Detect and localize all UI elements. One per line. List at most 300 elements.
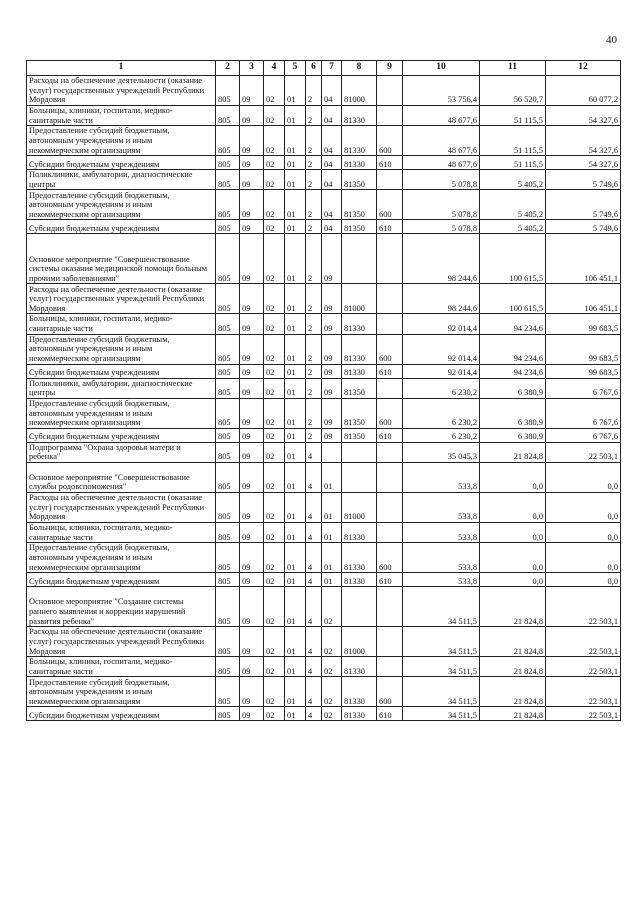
cell-col-6: 4	[306, 522, 322, 542]
cell-col-9	[377, 170, 403, 190]
row-name-cell: Больницы, клиники, госпитали, медико-санитарные части	[27, 314, 216, 334]
cell-col-6: 4	[306, 492, 322, 522]
cell-col-7: 02	[322, 587, 342, 627]
row-name-cell: Расходы на обеспечение деятельности (оказание услуг) государственных учреждений Республики Мордовия	[27, 284, 216, 314]
cell-col-10: 5 078,8	[403, 190, 480, 220]
cell-col-10: 533,8	[403, 462, 480, 492]
cell-col-8: 81350	[342, 220, 377, 234]
cell-col-6: 2	[306, 314, 322, 334]
cell-col-4: 02	[264, 170, 285, 190]
cell-col-8: 81350	[342, 398, 377, 428]
cell-col-10: 34 511,5	[403, 627, 480, 657]
cell-col-11: 0,0	[480, 522, 546, 542]
cell-col-8: 81330	[342, 707, 377, 721]
table-row	[27, 442, 621, 462]
cell-col-9	[377, 492, 403, 522]
cell-col-9	[377, 314, 403, 334]
cell-col-5: 01	[285, 657, 306, 677]
cell-col-12: 5 749,6	[546, 220, 621, 234]
cell-col-5: 01	[285, 462, 306, 492]
cell-col-7: 01	[322, 543, 342, 573]
cell-col-11: 51 115,5	[480, 126, 546, 156]
cell-col-9: 610	[377, 364, 403, 378]
cell-col-11: 21 824,8	[480, 627, 546, 657]
cell-col-10: 6 230,2	[403, 428, 480, 442]
table-row	[27, 364, 621, 378]
cell-col-2: 805	[216, 657, 240, 677]
cell-col-12: 54 327,6	[546, 126, 621, 156]
cell-col-9	[377, 462, 403, 492]
cell-col-9	[377, 106, 403, 126]
cell-col-12: 54 327,6	[546, 106, 621, 126]
table-row	[27, 170, 621, 190]
cell-col-10: 34 511,5	[403, 657, 480, 677]
cell-col-5: 01	[285, 627, 306, 657]
cell-col-8: 81330	[342, 543, 377, 573]
row-name-cell: Расходы на обеспечение деятельности (оказание услуг) государственных учреждений Республики Мордовия	[27, 492, 216, 522]
cell-col-3: 09	[240, 190, 264, 220]
cell-col-7: 01	[322, 522, 342, 542]
cell-col-10: 35 045,3	[403, 442, 480, 462]
cell-col-6: 2	[306, 126, 322, 156]
cell-col-2: 805	[216, 126, 240, 156]
cell-col-11: 94 234,6	[480, 334, 546, 364]
cell-col-6: 2	[306, 76, 322, 106]
cell-col-12: 22 503,1	[546, 587, 621, 627]
cell-col-8: 81330	[342, 126, 377, 156]
row-name-cell: Предоставление субсидий бюджетным, автономным учреждениям и иным некоммерческим организациям	[27, 126, 216, 156]
cell-col-4: 02	[264, 334, 285, 364]
cell-col-3: 09	[240, 156, 264, 170]
cell-col-6: 2	[306, 220, 322, 234]
cell-col-9: 600	[377, 126, 403, 156]
row-name-cell: Больницы, клиники, госпитали, медико-санитарные части	[27, 106, 216, 126]
row-name-cell: Субсидии бюджетным учреждениям	[27, 428, 216, 442]
cell-col-11: 5 405,2	[480, 190, 546, 220]
cell-col-10: 5 078,8	[403, 220, 480, 234]
cell-col-10: 98 244,6	[403, 284, 480, 314]
cell-col-5: 01	[285, 442, 306, 462]
cell-col-9	[377, 284, 403, 314]
cell-col-8: 81350	[342, 170, 377, 190]
cell-col-8: 81000	[342, 284, 377, 314]
cell-col-3: 09	[240, 677, 264, 707]
cell-col-3: 09	[240, 573, 264, 587]
table-row	[27, 234, 621, 284]
table-row	[27, 76, 621, 106]
cell-col-6: 2	[306, 398, 322, 428]
row-name-cell: Предоставление субсидий бюджетным, автономным учреждениям и иным некоммерческим организациям	[27, 677, 216, 707]
cell-col-8	[342, 587, 377, 627]
cell-col-10: 5 078,8	[403, 170, 480, 190]
cell-col-5: 01	[285, 573, 306, 587]
cell-col-9: 600	[377, 677, 403, 707]
cell-col-4: 02	[264, 587, 285, 627]
cell-col-11: 21 824,8	[480, 677, 546, 707]
cell-col-4: 02	[264, 190, 285, 220]
cell-col-8: 81330	[342, 334, 377, 364]
cell-col-10: 533,8	[403, 573, 480, 587]
cell-col-4: 02	[264, 428, 285, 442]
cell-col-9	[377, 76, 403, 106]
cell-col-6: 4	[306, 573, 322, 587]
cell-col-10: 92 014,4	[403, 334, 480, 364]
cell-col-7: 01	[322, 462, 342, 492]
cell-col-4: 02	[264, 627, 285, 657]
cell-col-11: 21 824,8	[480, 442, 546, 462]
cell-col-12: 0,0	[546, 462, 621, 492]
cell-col-7: 02	[322, 677, 342, 707]
cell-col-8	[342, 234, 377, 284]
table-row	[27, 126, 621, 156]
cell-col-7: 09	[322, 398, 342, 428]
cell-col-7: 09	[322, 334, 342, 364]
table-row	[27, 314, 621, 334]
cell-col-10: 533,8	[403, 522, 480, 542]
cell-col-4: 02	[264, 314, 285, 334]
cell-col-12: 99 683,5	[546, 334, 621, 364]
row-name-cell: Предоставление субсидий бюджетным, автономным учреждениям и иным некоммерческим организациям	[27, 543, 216, 573]
cell-col-6: 4	[306, 657, 322, 677]
cell-col-11: 56 520,7	[480, 76, 546, 106]
cell-col-8: 81330	[342, 314, 377, 334]
table-row	[27, 657, 621, 677]
cell-col-7: 04	[322, 220, 342, 234]
cell-col-5: 01	[285, 378, 306, 398]
cell-col-11: 0,0	[480, 573, 546, 587]
cell-col-7: 01	[322, 573, 342, 587]
cell-col-2: 805	[216, 707, 240, 721]
cell-col-12: 22 503,1	[546, 442, 621, 462]
cell-col-5: 01	[285, 707, 306, 721]
cell-col-5: 01	[285, 522, 306, 542]
row-name-cell: Предоставление субсидий бюджетным, автономным учреждениям и иным некоммерческим организациям	[27, 334, 216, 364]
cell-col-7: 02	[322, 707, 342, 721]
cell-col-11: 94 234,6	[480, 364, 546, 378]
cell-col-8: 81330	[342, 522, 377, 542]
cell-col-8: 81330	[342, 156, 377, 170]
cell-col-10: 92 014,4	[403, 364, 480, 378]
cell-col-10: 533,8	[403, 543, 480, 573]
cell-col-5: 01	[285, 492, 306, 522]
cell-col-8: 81330	[342, 573, 377, 587]
cell-col-12: 22 503,1	[546, 677, 621, 707]
cell-col-6: 4	[306, 627, 322, 657]
cell-col-7: 04	[322, 76, 342, 106]
cell-col-4: 02	[264, 442, 285, 462]
cell-col-7: 09	[322, 428, 342, 442]
cell-col-11: 100 615,5	[480, 284, 546, 314]
cell-col-5: 01	[285, 234, 306, 284]
row-name-cell: Поликлиники, амбулатории, диагностические центры	[27, 378, 216, 398]
cell-col-4: 02	[264, 220, 285, 234]
cell-col-3: 09	[240, 398, 264, 428]
cell-col-3: 09	[240, 334, 264, 364]
cell-col-10: 98 244,6	[403, 234, 480, 284]
cell-col-11: 51 115,5	[480, 156, 546, 170]
cell-col-7: 02	[322, 657, 342, 677]
cell-col-8: 81350	[342, 378, 377, 398]
cell-col-5: 01	[285, 543, 306, 573]
table-row	[27, 190, 621, 220]
cell-col-11: 5 405,2	[480, 170, 546, 190]
cell-col-12: 0,0	[546, 522, 621, 542]
cell-col-5: 01	[285, 126, 306, 156]
cell-col-3: 09	[240, 627, 264, 657]
cell-col-4: 02	[264, 492, 285, 522]
table-row	[27, 573, 621, 587]
cell-col-3: 09	[240, 170, 264, 190]
row-name-cell: Субсидии бюджетным учреждениям	[27, 364, 216, 378]
cell-col-11: 21 824,8	[480, 657, 546, 677]
cell-col-2: 805	[216, 398, 240, 428]
cell-col-6: 4	[306, 587, 322, 627]
cell-col-2: 805	[216, 378, 240, 398]
cell-col-2: 805	[216, 170, 240, 190]
cell-col-12: 54 327,6	[546, 156, 621, 170]
cell-col-4: 02	[264, 284, 285, 314]
table-row	[27, 334, 621, 364]
cell-col-11: 6 380,9	[480, 428, 546, 442]
cell-col-3: 09	[240, 126, 264, 156]
cell-col-5: 01	[285, 398, 306, 428]
cell-col-9: 600	[377, 190, 403, 220]
table-row	[27, 587, 621, 627]
cell-col-12: 5 749,6	[546, 170, 621, 190]
cell-col-2: 805	[216, 573, 240, 587]
cell-col-6: 4	[306, 677, 322, 707]
cell-col-3: 09	[240, 442, 264, 462]
cell-col-12: 106 451,1	[546, 234, 621, 284]
cell-col-7: 01	[322, 492, 342, 522]
cell-col-7: 09	[322, 314, 342, 334]
cell-col-9	[377, 657, 403, 677]
table-row	[27, 627, 621, 657]
table-row	[27, 156, 621, 170]
table-body	[27, 76, 621, 721]
cell-col-4: 02	[264, 398, 285, 428]
cell-col-10: 6 230,2	[403, 378, 480, 398]
cell-col-10: 533,8	[403, 492, 480, 522]
cell-col-3: 09	[240, 522, 264, 542]
cell-col-12: 22 503,1	[546, 707, 621, 721]
cell-col-9: 600	[377, 398, 403, 428]
cell-col-3: 09	[240, 76, 264, 106]
cell-col-3: 09	[240, 657, 264, 677]
cell-col-12: 0,0	[546, 573, 621, 587]
cell-col-3: 09	[240, 587, 264, 627]
row-name-cell: Субсидии бюджетным учреждениям	[27, 573, 216, 587]
table-row	[27, 284, 621, 314]
cell-col-4: 02	[264, 677, 285, 707]
row-name-cell: Субсидии бюджетным учреждениям	[27, 220, 216, 234]
cell-col-4: 02	[264, 657, 285, 677]
cell-col-2: 805	[216, 156, 240, 170]
cell-col-5: 01	[285, 76, 306, 106]
row-name-cell: Поликлиники, амбулатории, диагностические центры	[27, 170, 216, 190]
cell-col-9: 610	[377, 428, 403, 442]
cell-col-5: 01	[285, 156, 306, 170]
cell-col-5: 01	[285, 314, 306, 334]
column-header: 3	[240, 61, 264, 76]
budget-table	[26, 60, 621, 721]
cell-col-11: 0,0	[480, 543, 546, 573]
cell-col-4: 02	[264, 364, 285, 378]
cell-col-11: 21 824,8	[480, 587, 546, 627]
cell-col-4: 02	[264, 126, 285, 156]
column-header: 10	[403, 61, 480, 76]
cell-col-2: 805	[216, 428, 240, 442]
cell-col-12: 106 451,1	[546, 284, 621, 314]
cell-col-8: 81330	[342, 677, 377, 707]
cell-col-9	[377, 627, 403, 657]
cell-col-8: 81350	[342, 428, 377, 442]
table-row	[27, 677, 621, 707]
cell-col-8: 81350	[342, 190, 377, 220]
cell-col-3: 09	[240, 543, 264, 573]
cell-col-2: 805	[216, 677, 240, 707]
cell-col-3: 09	[240, 106, 264, 126]
column-header: 1	[27, 61, 216, 76]
cell-col-7: 09	[322, 364, 342, 378]
column-header: 12	[546, 61, 621, 76]
cell-col-2: 805	[216, 587, 240, 627]
cell-col-2: 805	[216, 314, 240, 334]
cell-col-11: 0,0	[480, 492, 546, 522]
row-name-cell: Подпрограмма "Охрана здоровья матери и ребенка"	[27, 442, 216, 462]
table-row	[27, 492, 621, 522]
cell-col-11: 94 234,6	[480, 314, 546, 334]
cell-col-7: 02	[322, 627, 342, 657]
cell-col-9: 610	[377, 707, 403, 721]
cell-col-2: 805	[216, 106, 240, 126]
cell-col-7: 04	[322, 126, 342, 156]
column-header: 6	[306, 61, 322, 76]
cell-col-9: 610	[377, 156, 403, 170]
cell-col-3: 09	[240, 462, 264, 492]
cell-col-6: 2	[306, 428, 322, 442]
cell-col-7: 04	[322, 156, 342, 170]
cell-col-6: 2	[306, 156, 322, 170]
cell-col-6: 2	[306, 284, 322, 314]
cell-col-3: 09	[240, 428, 264, 442]
column-header: 7	[322, 61, 342, 76]
cell-col-5: 01	[285, 587, 306, 627]
cell-col-9: 610	[377, 573, 403, 587]
cell-col-3: 09	[240, 314, 264, 334]
cell-col-7: 09	[322, 284, 342, 314]
cell-col-5: 01	[285, 428, 306, 442]
cell-col-10: 92 014,4	[403, 314, 480, 334]
cell-col-10: 34 511,5	[403, 587, 480, 627]
cell-col-12: 0,0	[546, 492, 621, 522]
cell-col-7	[322, 442, 342, 462]
cell-col-9: 600	[377, 543, 403, 573]
column-header: 11	[480, 61, 546, 76]
cell-col-9	[377, 234, 403, 284]
cell-col-4: 02	[264, 462, 285, 492]
cell-col-2: 805	[216, 284, 240, 314]
cell-col-12: 99 683,5	[546, 314, 621, 334]
cell-col-6: 4	[306, 462, 322, 492]
table-row	[27, 543, 621, 573]
cell-col-9	[377, 522, 403, 542]
cell-col-4: 02	[264, 707, 285, 721]
cell-col-6: 2	[306, 106, 322, 126]
cell-col-8: 81330	[342, 364, 377, 378]
cell-col-6: 2	[306, 234, 322, 284]
row-name-cell: Расходы на обеспечение деятельности (оказание услуг) государственных учреждений Республики Мордовия	[27, 627, 216, 657]
cell-col-12: 6 767,6	[546, 428, 621, 442]
cell-col-12: 22 503,1	[546, 627, 621, 657]
cell-col-3: 09	[240, 492, 264, 522]
cell-col-5: 01	[285, 170, 306, 190]
cell-col-8: 81330	[342, 106, 377, 126]
row-name-cell: Предоставление субсидий бюджетным, автономным учреждениям и иным некоммерческим организациям	[27, 190, 216, 220]
cell-col-10: 34 511,5	[403, 707, 480, 721]
cell-col-2: 805	[216, 522, 240, 542]
table-row	[27, 378, 621, 398]
cell-col-9: 610	[377, 220, 403, 234]
cell-col-12: 6 767,6	[546, 378, 621, 398]
cell-col-12: 99 683,5	[546, 364, 621, 378]
cell-col-7: 04	[322, 170, 342, 190]
cell-col-7: 04	[322, 106, 342, 126]
cell-col-12: 6 767,6	[546, 398, 621, 428]
cell-col-6: 4	[306, 543, 322, 573]
row-name-cell: Субсидии бюджетным учреждениям	[27, 156, 216, 170]
cell-col-8	[342, 442, 377, 462]
cell-col-3: 09	[240, 378, 264, 398]
cell-col-11: 6 380,9	[480, 398, 546, 428]
cell-col-6: 2	[306, 170, 322, 190]
cell-col-10: 48 677,6	[403, 156, 480, 170]
cell-col-7: 09	[322, 234, 342, 284]
cell-col-3: 09	[240, 284, 264, 314]
cell-col-6: 2	[306, 190, 322, 220]
cell-col-9: 600	[377, 334, 403, 364]
cell-col-7: 09	[322, 378, 342, 398]
cell-col-9	[377, 378, 403, 398]
cell-col-8	[342, 462, 377, 492]
cell-col-4: 02	[264, 378, 285, 398]
cell-col-8: 81000	[342, 492, 377, 522]
cell-col-2: 805	[216, 76, 240, 106]
table-row	[27, 707, 621, 721]
table-row	[27, 522, 621, 542]
cell-col-2: 805	[216, 442, 240, 462]
table-row	[27, 106, 621, 126]
cell-col-10: 48 677,6	[403, 106, 480, 126]
cell-col-4: 02	[264, 234, 285, 284]
cell-col-4: 02	[264, 156, 285, 170]
cell-col-6: 2	[306, 378, 322, 398]
row-name-cell: Основное мероприятие "Совершенствование системы оказания медицинской помощи больным прочими заболеваниями"	[27, 234, 216, 284]
cell-col-4: 02	[264, 543, 285, 573]
table-row	[27, 462, 621, 492]
cell-col-8: 81330	[342, 657, 377, 677]
cell-col-10: 48 677,6	[403, 126, 480, 156]
cell-col-2: 805	[216, 492, 240, 522]
cell-col-5: 01	[285, 190, 306, 220]
cell-col-6: 4	[306, 707, 322, 721]
row-name-cell: Основное мероприятие "Создание системы раннего выявления и коррекции нарушений развития ребенка"	[27, 587, 216, 627]
row-name-cell: Основное мероприятие "Совершенствование службы родовспоможения"	[27, 462, 216, 492]
cell-col-12: 5 749,6	[546, 190, 621, 220]
column-header: 5	[285, 61, 306, 76]
cell-col-11: 21 824,8	[480, 707, 546, 721]
cell-col-2: 805	[216, 190, 240, 220]
